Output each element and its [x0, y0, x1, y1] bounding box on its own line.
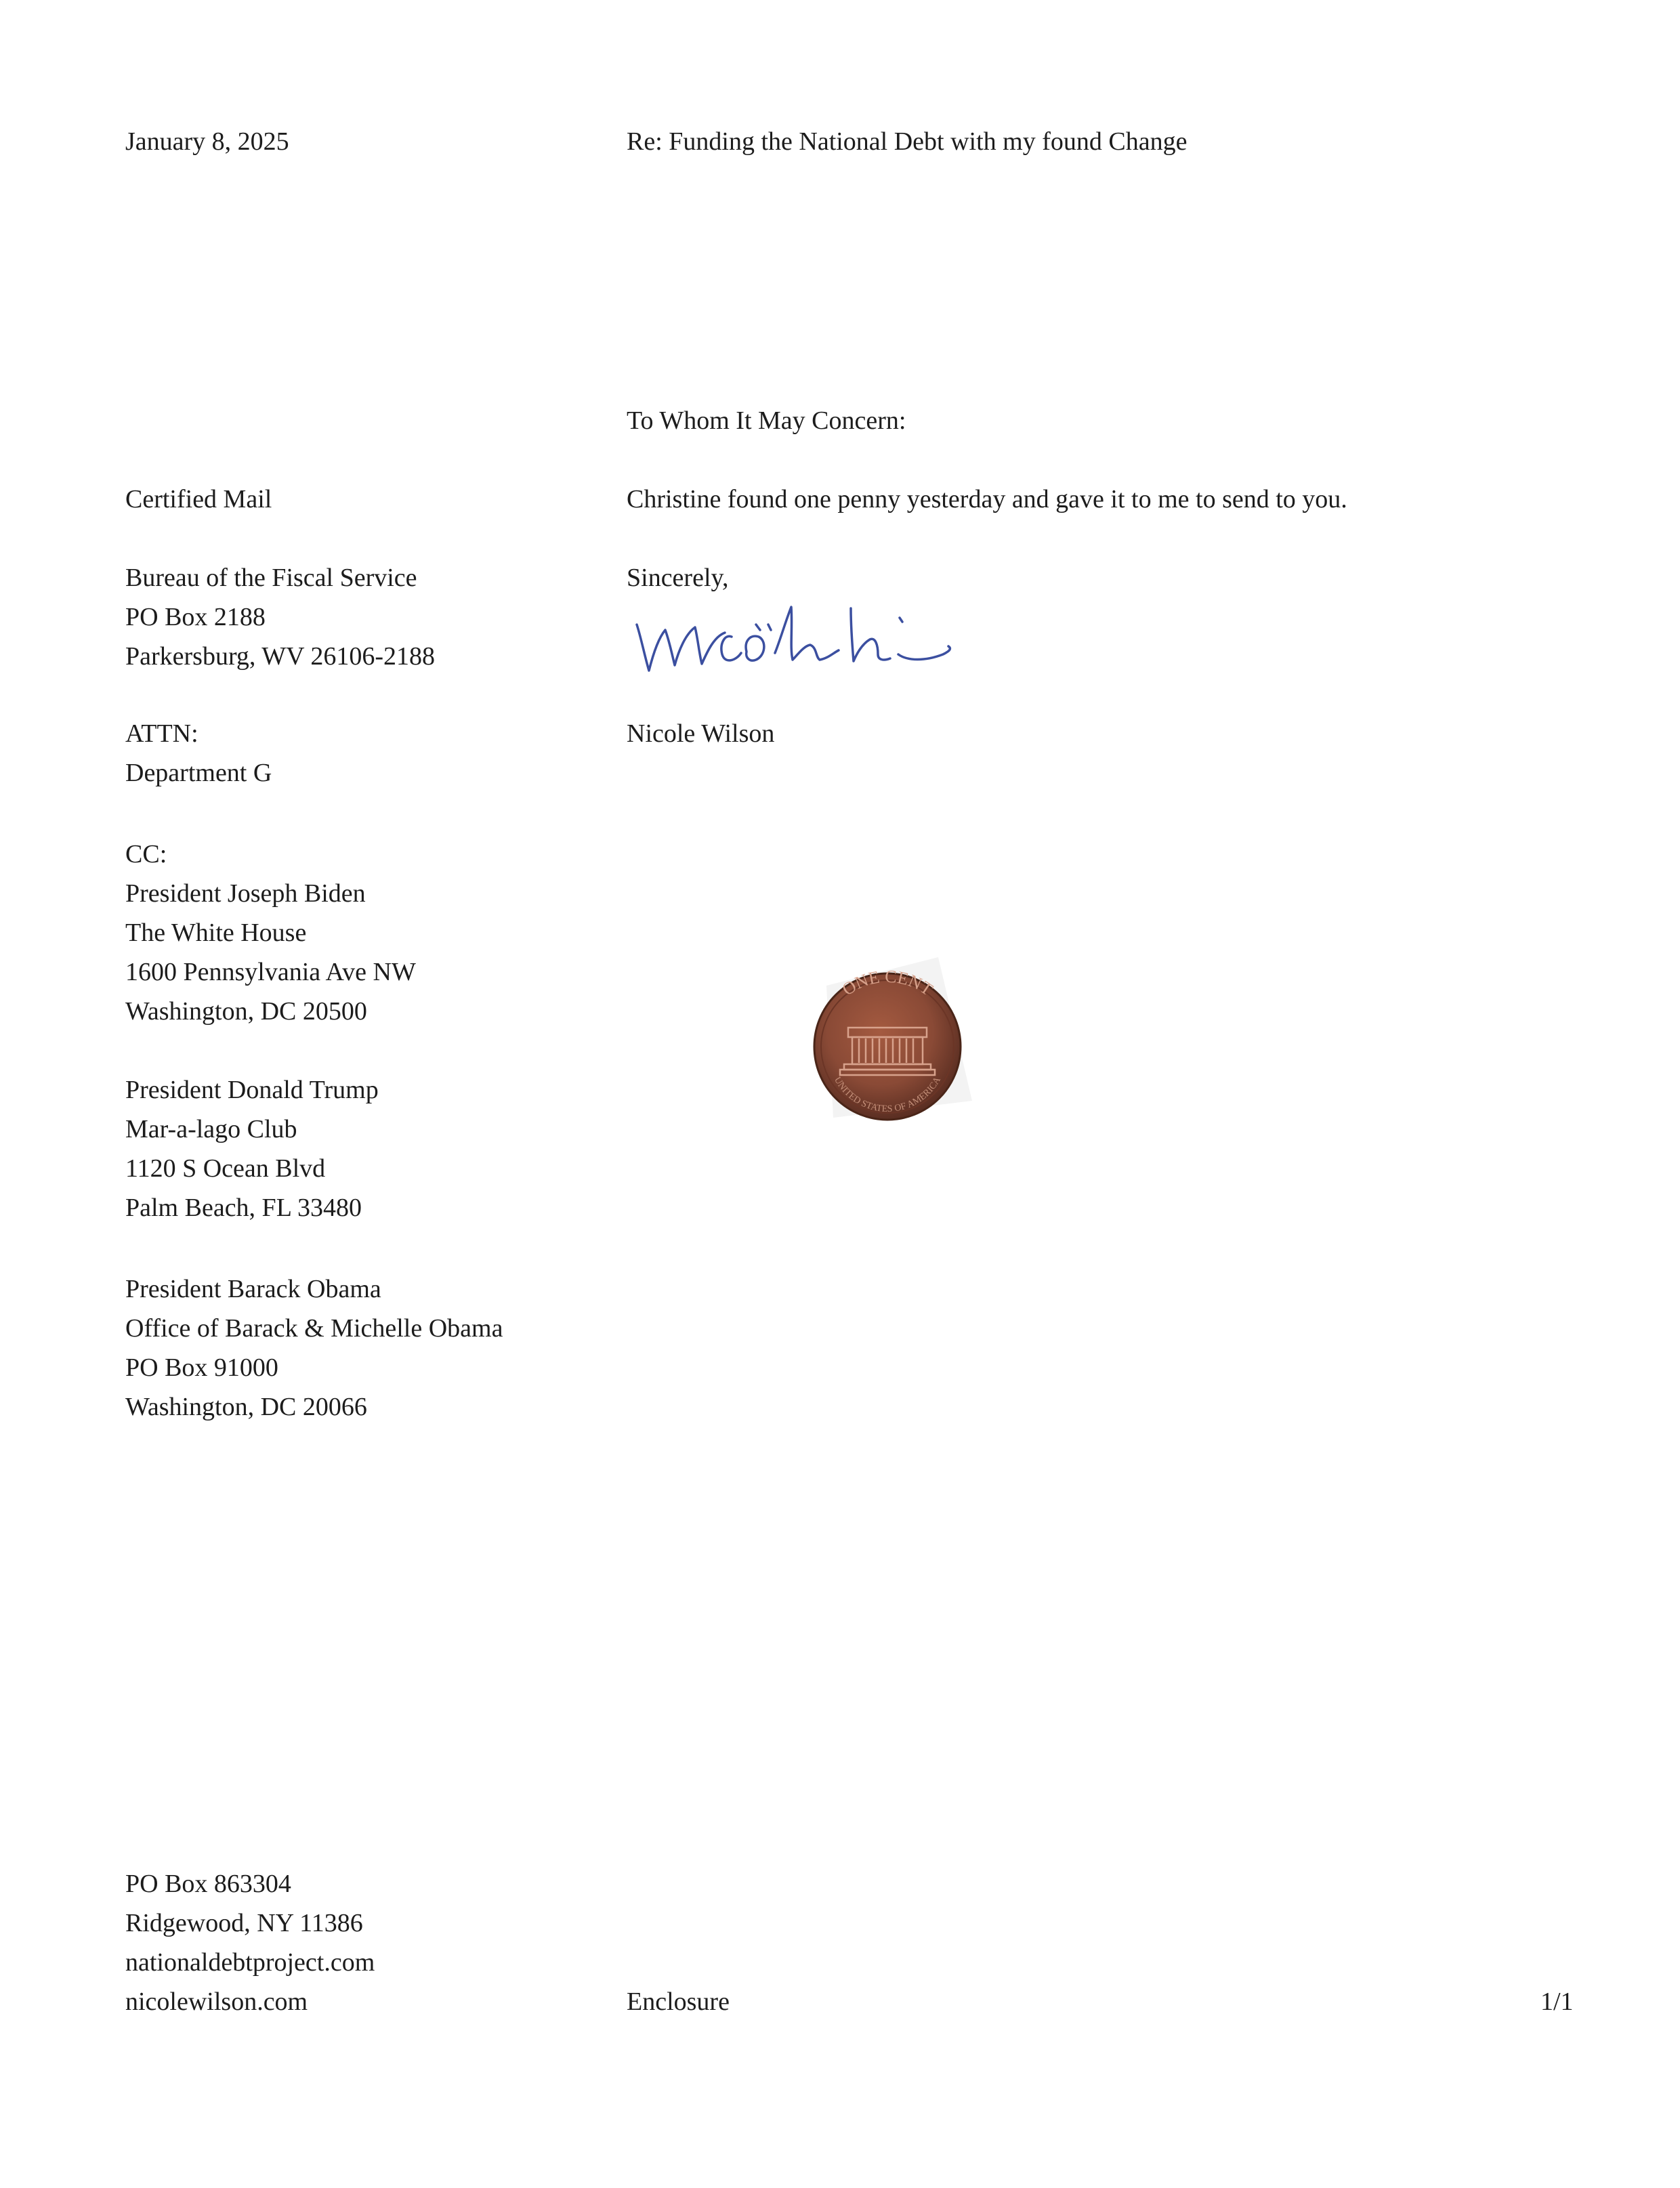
footer-line: Ridgewood, NY 11386	[125, 1909, 363, 1937]
footer-line: PO Box 863304	[125, 1870, 291, 1898]
cc-line: Washington, DC 20500	[125, 997, 367, 1026]
cc-line: Washington, DC 20066	[125, 1393, 367, 1421]
recipient-line: Parkersburg, WV 26106-2188	[125, 642, 436, 671]
page-number: 1/1	[1540, 1987, 1574, 2016]
penny-bottom-text: UNITED STATES OF AMERICA	[831, 1075, 944, 1115]
cc-line: President Donald Trump	[125, 1076, 379, 1104]
cc-line: Mar-a-lago Club	[125, 1115, 297, 1143]
cc-line: PO Box 91000	[125, 1353, 278, 1382]
recipient-line: Bureau of the Fiscal Service	[125, 564, 417, 592]
cc-line: 1120 S Ocean Blvd	[125, 1154, 326, 1183]
cc-line: President Joseph Biden	[125, 879, 366, 908]
salutation: To Whom It May Concern:	[627, 406, 906, 435]
attn-label: ATTN:	[125, 719, 198, 748]
closing: Sincerely,	[627, 564, 729, 592]
penny-top-text: ONE CENT	[838, 966, 937, 1000]
letter-body: Christine found one penny yesterday and gave it to me to send to you.	[627, 485, 1347, 513]
cc-block-obama	[125, 1269, 503, 1427]
footer-link: nationaldebtproject.com	[125, 1948, 375, 1977]
handwritten-signature	[630, 589, 955, 691]
recipient-line: PO Box 2188	[125, 603, 266, 631]
signer-name: Nicole Wilson	[627, 719, 775, 748]
enclosure-note: Enclosure	[627, 1987, 730, 2016]
footer-link: nicolewilson.com	[125, 1987, 308, 2016]
sender-footer	[125, 1864, 375, 2021]
cc-label: CC:	[125, 840, 167, 868]
certified-mail: Certified Mail	[125, 485, 272, 513]
attn-block	[125, 714, 272, 793]
cc-line: 1600 Pennsylvania Ave NW	[125, 958, 416, 986]
letter-subject: Re: Funding the National Debt with my found Change	[627, 127, 1188, 156]
cc-block-trump	[125, 1070, 379, 1227]
penny-coin	[786, 945, 989, 1148]
cc-line: Palm Beach, FL 33480	[125, 1194, 362, 1222]
attn-department: Department G	[125, 759, 272, 787]
cc-line: Office of Barack & Michelle Obama	[125, 1314, 503, 1343]
recipient-address	[125, 558, 435, 676]
cc-line: President Barack Obama	[125, 1275, 381, 1303]
cc-block-biden	[125, 835, 416, 1031]
letter-date: January 8, 2025	[125, 127, 289, 156]
cc-line: The White House	[125, 919, 307, 947]
